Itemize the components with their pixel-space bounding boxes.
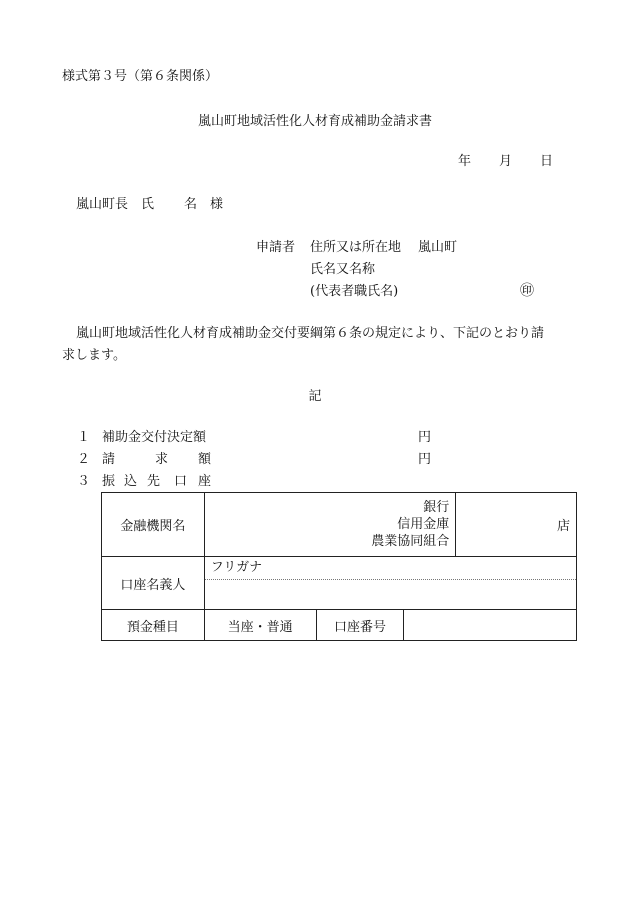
item-2-number: ２ [77, 452, 91, 467]
institution-row [102, 493, 577, 557]
addressee [76, 197, 223, 213]
item-3-number: ３ [77, 474, 91, 489]
item-1-number: １ [77, 430, 91, 445]
furigana-field[interactable] [205, 557, 576, 580]
addressee-sama: 様 [210, 197, 224, 212]
bank-account-table [101, 492, 577, 641]
deposit-row [102, 610, 577, 641]
holder-row [102, 557, 577, 610]
holder-label: 口座名義人 [102, 557, 205, 610]
item-2-unit: 円 [418, 452, 432, 467]
address-value: 嵐山町 [418, 240, 458, 255]
item-2-label-char-1: 請 [102, 452, 116, 467]
account-number-field[interactable] [404, 610, 577, 641]
date-month-label: 月 [499, 154, 513, 169]
date-day-label: 日 [540, 154, 554, 169]
name-label: 氏名又名称 [310, 262, 376, 277]
document-title: 嵐山町地域活性化人材育成補助金請求書 [197, 114, 432, 129]
address-label: 住所又は所在地 [310, 240, 402, 255]
institution-type-shinkin: 信用金庫 [397, 517, 450, 532]
addressee-town: 嵐山町長 [76, 197, 129, 212]
representative-label: (代表者職氏名) [310, 284, 399, 299]
addressee-shi: 氏 [141, 197, 155, 212]
deposit-type-value[interactable]: 当座・普通 [204, 610, 316, 641]
body-paragraph [62, 323, 577, 367]
institution-type-bank: 銀行 [423, 500, 450, 515]
item-3-label-char-1: 振 [102, 474, 116, 489]
holder-name-field[interactable] [205, 580, 576, 609]
form-number: 様式第３号（第６条関係） [62, 69, 219, 84]
deposit-type-label: 預金種目 [102, 610, 205, 641]
furigana-label: フリガナ [210, 560, 263, 575]
account-number-label: 口座番号 [316, 610, 404, 641]
holder-cell[interactable] [204, 557, 576, 610]
item-3-label-char-5: 座 [198, 474, 212, 489]
item-2-label-char-3: 額 [198, 452, 212, 467]
item-1-label: 補助金交付決定額 [102, 430, 207, 445]
institution-type-ja: 農業協同組合 [371, 534, 450, 549]
item-1-unit: 円 [418, 430, 432, 445]
branch-suffix: 店 [556, 519, 570, 534]
applicant-label: 申請者 [256, 240, 296, 255]
seal-mark: ㊞ [520, 283, 534, 299]
institution-label: 金融機関名 [102, 493, 205, 557]
ki-heading: 記 [308, 389, 322, 404]
date-year-label: 年 [458, 154, 472, 169]
item-3-label-char-3: 先 [147, 474, 161, 489]
item-2-label-char-2: 求 [155, 452, 169, 467]
body-line-1: 嵐山町地域活性化人材育成補助金交付要綱第６条の規定により、下記のとおり請 [76, 326, 545, 341]
branch-cell[interactable] [456, 493, 577, 557]
institution-name-cell[interactable] [204, 493, 455, 557]
item-3-label-char-4: 口 [174, 474, 188, 489]
item-3-label-char-2: 込 [124, 474, 138, 489]
body-line-2: 求します。 [62, 348, 126, 363]
addressee-mei: 名 [184, 197, 198, 212]
